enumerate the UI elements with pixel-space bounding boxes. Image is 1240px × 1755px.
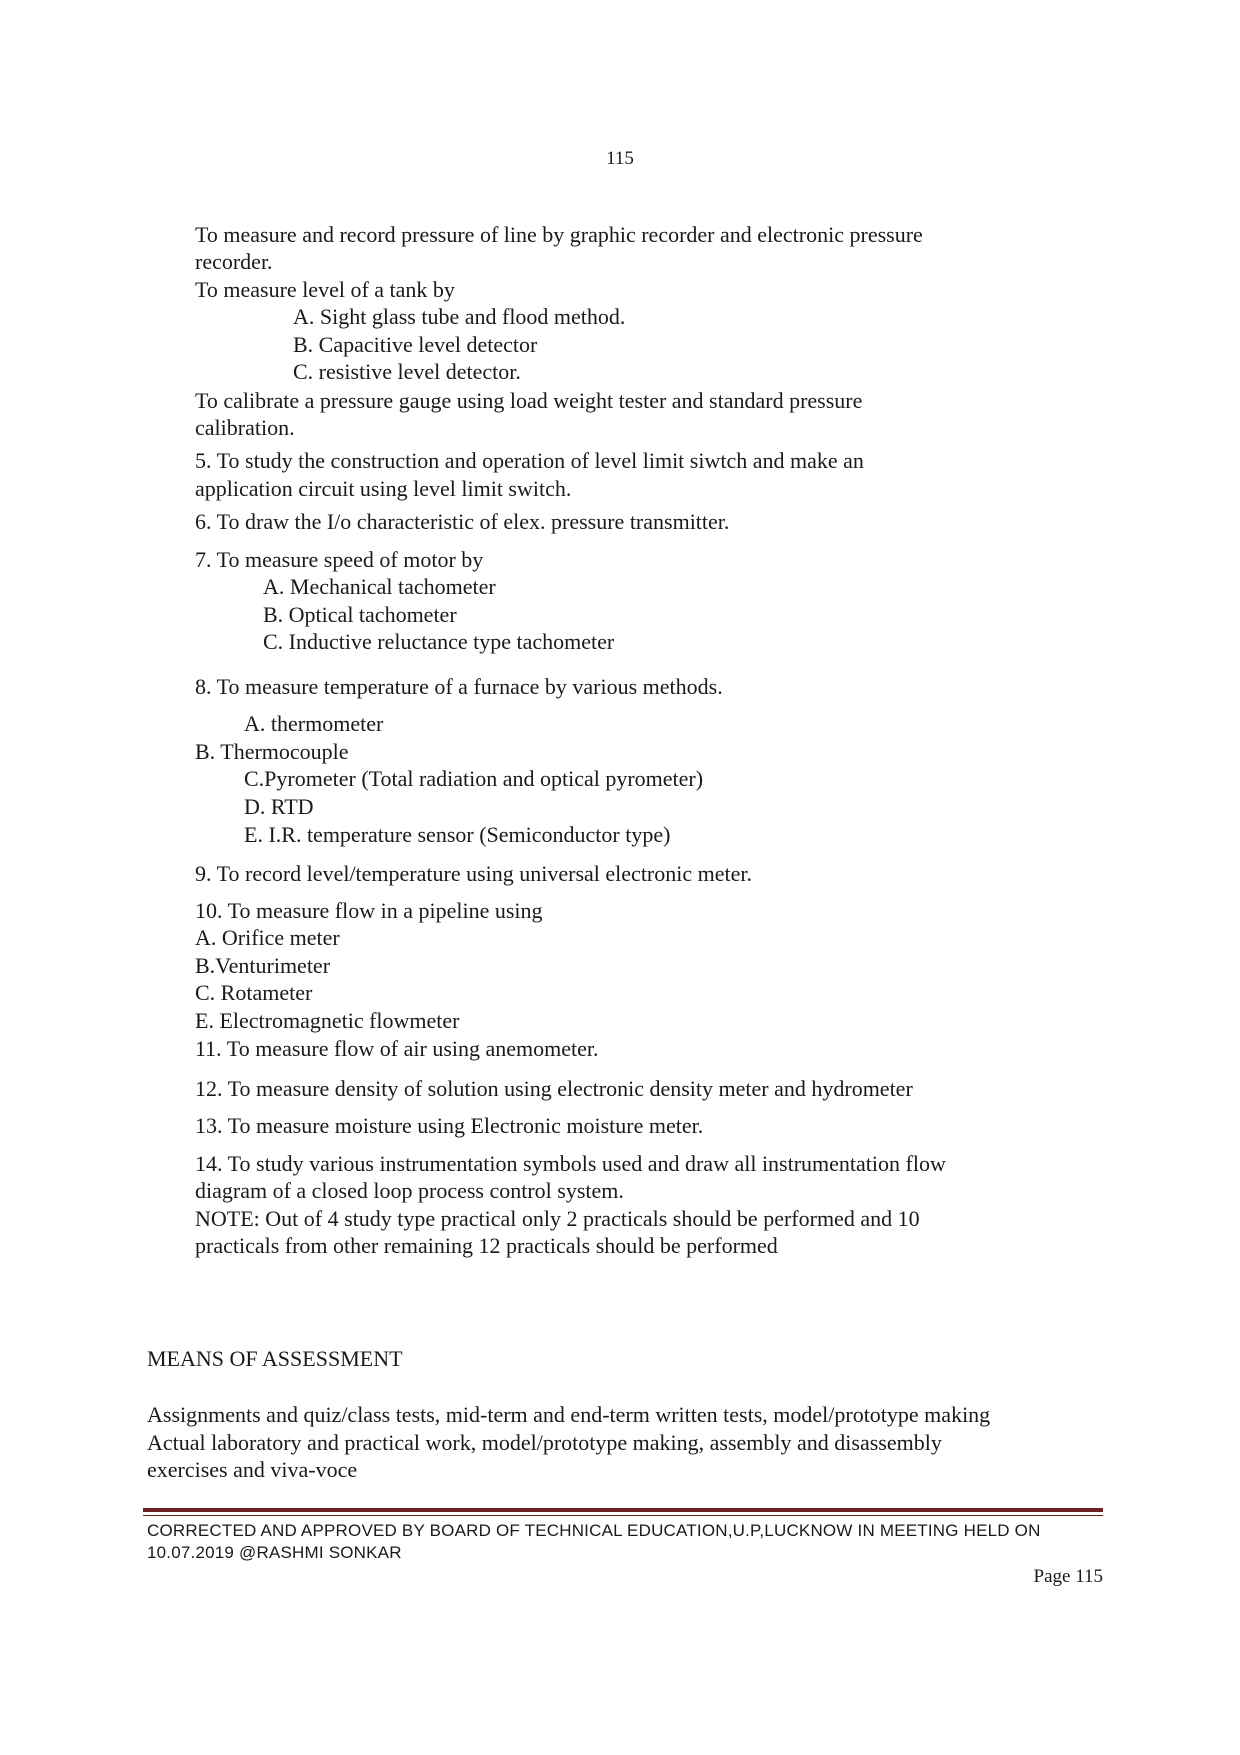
list-line: B.Venturimeter [195,953,331,978]
list-line: calibration. [195,415,295,440]
list-line: 6. To draw the I/o characteristic of elex. pressure transmitter. [195,509,730,534]
list-line: 7. To measure speed of motor by [195,547,484,572]
footer-page-number: Page 115 [1033,1566,1103,1587]
footer-approval-text: CORRECTED AND APPROVED BY BOARD OF TECHNICAL EDUCATION,U.P,LUCKNOW IN MEETING HELD ON [147,1521,1041,1540]
assessment-line: Actual laboratory and practical work, model/prototype making, assembly and disassembly [147,1430,942,1455]
list-line: E. Electromagnetic flowmeter [195,1008,460,1033]
list-line: 14. To study various instrumentation symbols used and draw all instrumentation flow [195,1151,946,1176]
section-heading: MEANS OF ASSESSMENT [147,1346,403,1371]
list-line: C.Pyrometer (Total radiation and optical pyrometer) [244,766,704,791]
list-line: 5. To study the construction and operation of level limit siwtch and make an [195,448,864,473]
assessment-line: Assignments and quiz/class tests, mid-term and end-term written tests, model/prototype making [147,1402,991,1427]
list-line: 9. To record level/temperature using universal electronic meter. [195,861,753,886]
list-line: diagram of a closed loop process control system. [195,1178,624,1203]
note-line: practicals from other remaining 12 practicals should be performed [195,1233,778,1258]
list-line: 10. To measure flow in a pipeline using [195,898,543,923]
list-line: 13. To measure moisture using Electronic moisture meter. [195,1113,704,1138]
list-line: 11. To measure flow of air using anemometer. [195,1036,599,1061]
list-line: A. Orifice meter [195,925,340,950]
list-line: recorder. [195,249,273,274]
list-line: B. Capacitive level detector [293,332,538,357]
list-line: C. Inductive reluctance type tachometer [263,629,615,654]
list-line: C. Rotameter [195,980,313,1005]
footer-approval-date: 10.07.2019 @RASHMI SONKAR [147,1543,402,1562]
list-line: C. resistive level detector. [293,359,521,384]
list-line: D. RTD [244,794,314,819]
list-line: A. Mechanical tachometer [263,574,496,599]
assessment-line: exercises and viva-voce [147,1457,358,1482]
list-line: A. thermometer [244,711,384,736]
list-line: To measure and record pressure of line by graphic recorder and electronic pressure [195,222,923,247]
list-line: To measure level of a tank by [195,277,455,302]
list-line: 8. To measure temperature of a furnace by various methods. [195,674,723,699]
footer-divider-thin [143,1515,1103,1516]
list-line: 12. To measure density of solution using electronic density meter and hydrometer [195,1076,913,1101]
list-line: To calibrate a pressure gauge using load weight tester and standard pressure [195,388,863,413]
footer-divider [143,1508,1103,1512]
list-line: B. Optical tachometer [263,602,457,627]
page-number-top: 115 [606,148,634,169]
list-line: A. Sight glass tube and flood method. [293,304,626,329]
list-line: application circuit using level limit switch. [195,476,572,501]
list-line: B. Thermocouple [195,739,349,764]
note-line: NOTE: Out of 4 study type practical only 2 practicals should be performed and 10 [195,1206,920,1231]
list-line: E. I.R. temperature sensor (Semiconductor type) [244,822,671,847]
